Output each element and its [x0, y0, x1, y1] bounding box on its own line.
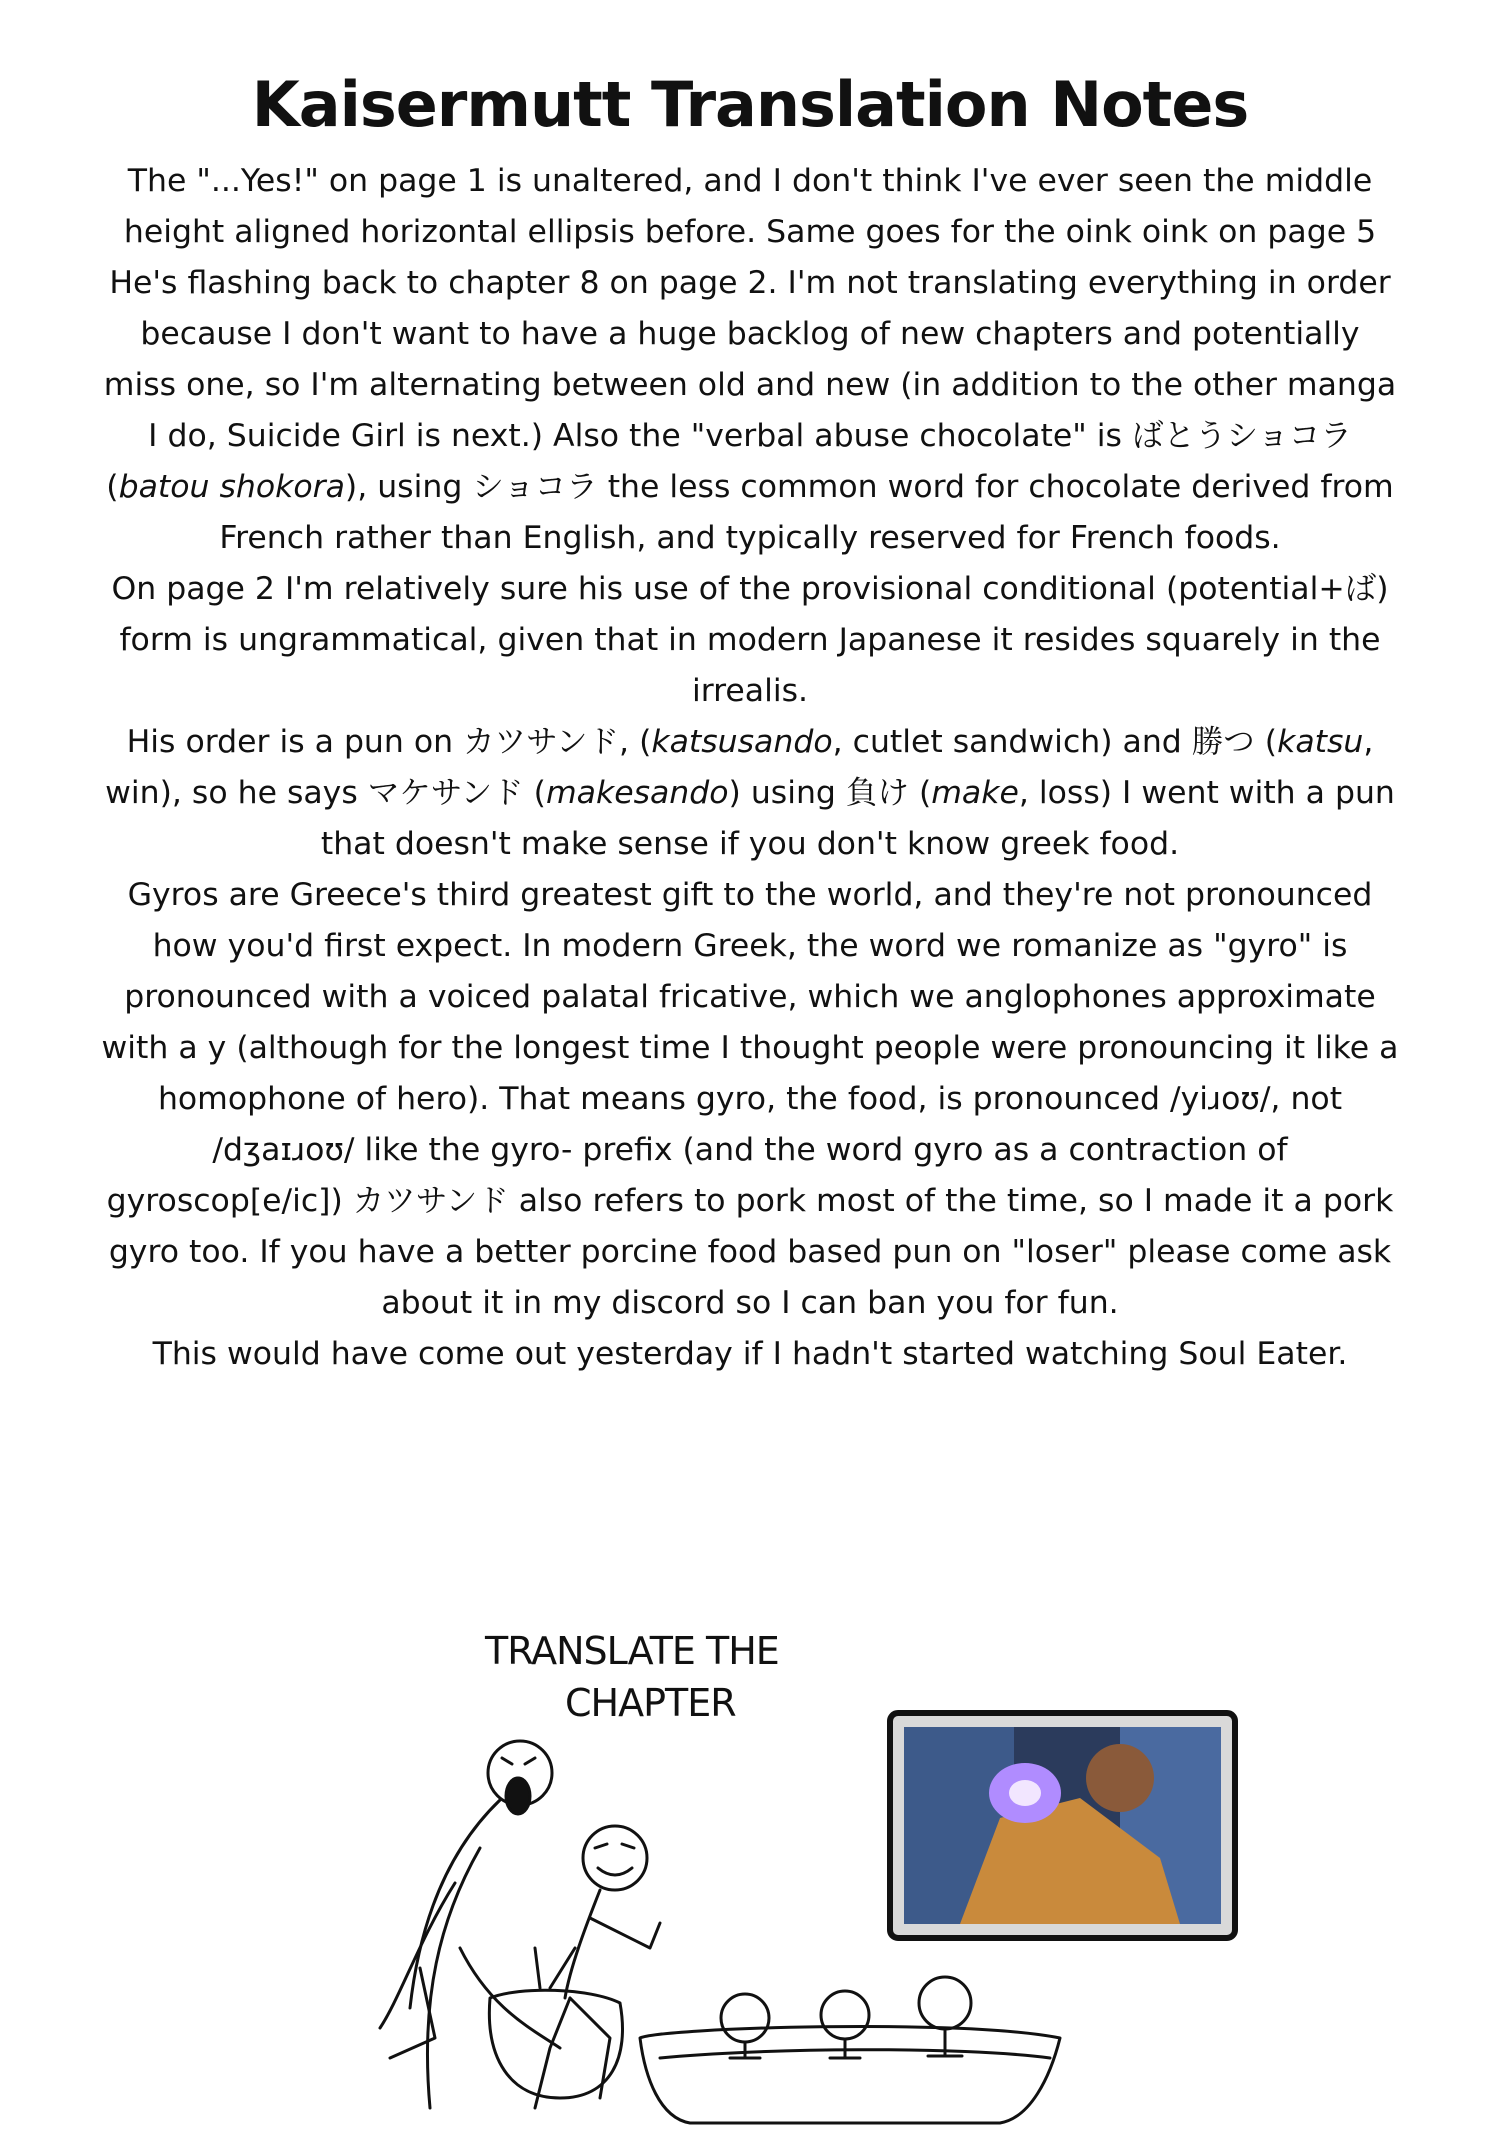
note-text: Gyros are Greece's third greatest gift to the world, and they're not pronounced how you'd first expect. In modern Greek, the word we romanize as "gyro" is pronounced with a voiced palatal fricative, which we anglophones approximate with a y (although for the longest time I thought people were pronouncing it like a homophone of hero). That means gyro, the food, is pronounced /yiɹoʊ/, not /dʒaɪɹoʊ/ like the gyro- prefix (and the word gyro as a contraction of gyroscop[e/ic]) カツサンド also refers to pork most of the time, so I made it a pork gyro too. If you have a better porcine food based pun on "loser" please come ask about it in my discord so I can ban you for fun.: [101, 877, 1399, 1321]
note-paragraph: [100, 717, 1400, 870]
comic-caption-line-2: CHAPTER: [565, 1681, 736, 1725]
note-text: , cutlet sandwich) and 勝つ (: [832, 724, 1278, 760]
romaji-term: katsusando: [651, 724, 833, 760]
note-text: This would have come out yesterday if I hadn't started watching Soul Eater.: [152, 1336, 1348, 1372]
note-text: ), using ショコラ the less common word for chocolate derived from French rather than English, and typically reserved for French foods.: [219, 469, 1394, 556]
note-text: , win), so he says マケサンド (: [105, 724, 1374, 811]
tv-screen: [890, 1713, 1235, 1938]
note-text: ) using 負け (: [728, 775, 932, 811]
page-title: Kaisermutt Translation Notes: [251, 68, 1249, 141]
translation-notes-body: [100, 156, 1400, 1380]
note-paragraph: [100, 870, 1400, 1329]
note-paragraph: [100, 1329, 1400, 1380]
note-paragraph: [100, 258, 1400, 564]
note-text: The "...Yes!" on page 1 is unaltered, and I don't think I've ever seen the middle height aligned horizontal ellipsis before. Same goes for the oink oink on page 5: [123, 163, 1377, 250]
smug-stick-figure: [489, 1826, 660, 2108]
note-paragraph: [100, 564, 1400, 717]
yelling-stick-figure: [380, 1741, 560, 2108]
romaji-term: make: [931, 775, 1019, 811]
couch-with-viewers: [640, 1977, 1060, 2123]
note-text: On page 2 I'm relatively sure his use of the provisional conditional (potential+ば) form is ungrammatical, given that in modern Japanese it resides squarely in the irrealis.: [111, 571, 1389, 709]
note-text: , loss) I went with a pun that doesn't make sense if you don't know greek food.: [320, 775, 1395, 862]
romaji-term: batou shokora: [118, 469, 345, 505]
comic-caption-line-1: TRANSLATE THE: [485, 1629, 779, 1673]
romaji-term: makesando: [545, 775, 729, 811]
note-paragraph: [100, 156, 1400, 258]
stick-figure-comic: [360, 1618, 1440, 2128]
note-text: He's flashing back to chapter 8 on page 2. I'm not translating everything in order because I don't want to have a huge backlog of new chapters and potentially miss one, so I'm alternating between old and new (in addition to the other manga I do, Suicide Girl is next.) Also the "verbal abuse chocolate" is ばとうショコラ (: [103, 265, 1397, 505]
note-text: His order is a pun on カツサンド, (: [126, 724, 652, 760]
romaji-term: katsu: [1277, 724, 1364, 760]
